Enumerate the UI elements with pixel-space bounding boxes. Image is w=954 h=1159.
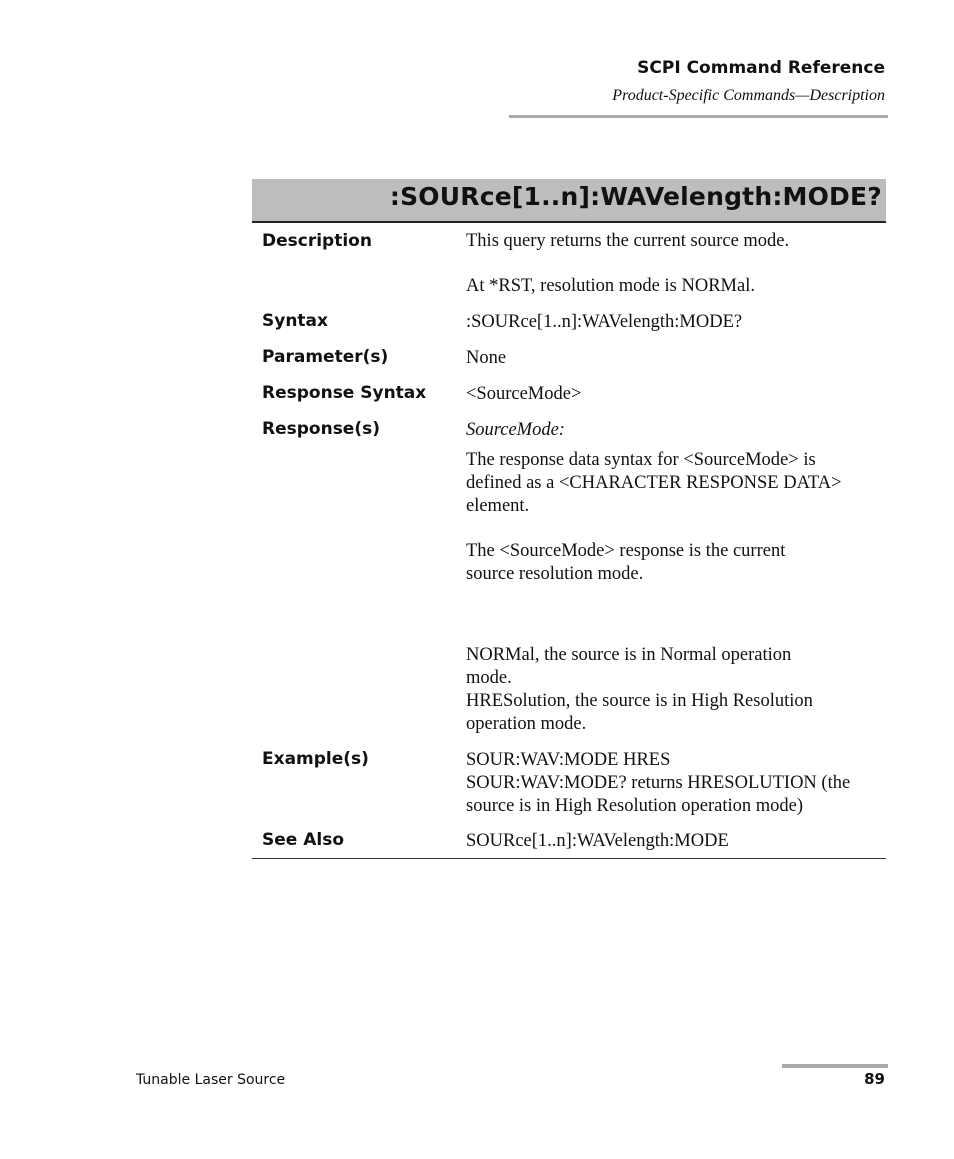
description-label: Description	[262, 231, 372, 251]
responses-label: Response(s)	[262, 419, 380, 439]
footer-product-name: Tunable Laser Source	[136, 1072, 286, 1088]
examples-text: SOUR:WAV:MODE HRES SOUR:WAV:MODE? returns HRESOLUTION (the source is in High Resolution operation mode)	[466, 750, 851, 816]
see-also-label: See Also	[262, 830, 345, 850]
header-title: SCPI Command Reference	[637, 58, 885, 78]
table-bottom-divider	[252, 858, 886, 859]
parameters-label: Parameter(s)	[262, 347, 389, 367]
page-number: 89	[864, 1070, 885, 1088]
response-syntax-value: <SourceMode>	[466, 384, 582, 404]
syntax-value: :SOURce[1..n]:WAVelength:MODE?	[466, 312, 743, 332]
command-title-bar	[252, 179, 886, 223]
header-subtitle: Product-Specific Commands—Description	[612, 87, 885, 104]
footer-divider	[782, 1064, 888, 1068]
see-also-value: SOURce[1..n]:WAVelength:MODE	[466, 831, 729, 851]
response-syntax-label: Response Syntax	[262, 383, 427, 403]
response-paragraph-2: The <SourceMode> response is the current source resolution mode.	[466, 541, 786, 584]
syntax-label: Syntax	[262, 311, 328, 331]
response-paragraph-1: The response data syntax for <SourceMode> is defined as a <CHARACTER RESPONSE DATA> element.	[466, 450, 842, 516]
parameters-value: None	[466, 348, 507, 368]
header-divider	[509, 115, 888, 118]
response-name: SourceMode:	[466, 420, 565, 440]
description-line-2: At *RST, resolution mode is NORMal.	[466, 276, 755, 296]
command-title: :SOURce[1..n]:WAVelength:MODE?	[389, 182, 882, 211]
examples-label: Example(s)	[262, 749, 369, 769]
response-paragraph-3: NORMal, the source is in Normal operation mode. HRESolution, the source is in High Resolution operation mode.	[466, 645, 813, 734]
description-line-1: This query returns the current source mode.	[466, 231, 790, 251]
